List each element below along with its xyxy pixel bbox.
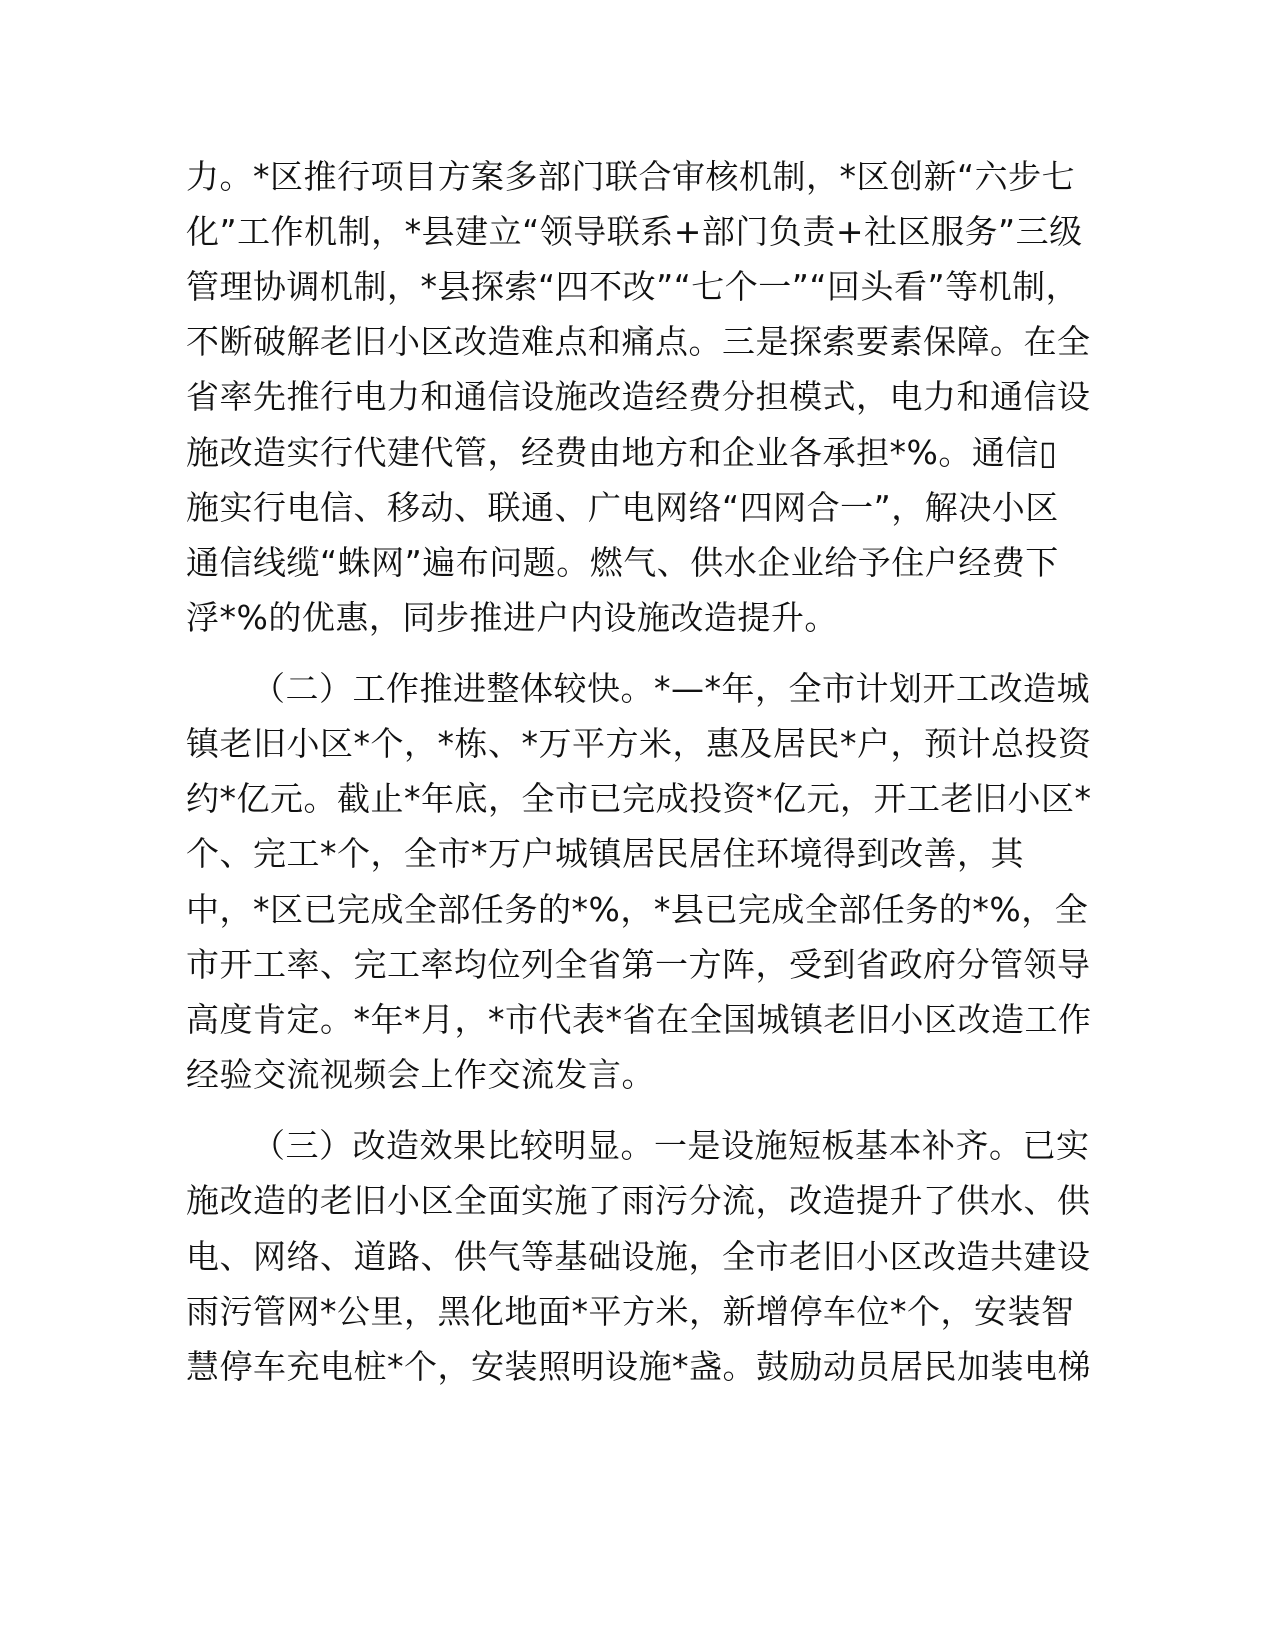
text-line: 高度肯定。*年*月，*市代表*省在全国城镇老旧小区改造工作 — [186, 1000, 1091, 1039]
text-line: 施实行电信、移动、联通、广电网络“四网合一”，解决小区 — [186, 488, 1059, 527]
text-line: 电、网络、道路、供气等基础设施，全市老旧小区改造共建设 — [186, 1237, 1091, 1276]
text-line: 施改造的老旧小区全面实施了雨污分流，改造提升了供水、供 — [186, 1181, 1091, 1220]
text-line: 浮*%的优惠，同步推进户内设施改造提升。 — [186, 598, 838, 637]
text-line: 省率先推行电力和通信设施改造经费分担模式，电力和通信设 — [186, 377, 1091, 416]
text-line: 约*亿元。截止*年底，全市已完成投资*亿元，开工老旧小区* — [186, 779, 1091, 818]
text-line: 经验交流视频会上作交流发言。 — [186, 1055, 655, 1094]
section-heading-line: （二）工作推进整体较快。*—*年，全市计划开工改造城 — [252, 669, 1090, 708]
text-line: 施改造实行代建代管，经费由地方和企业各承担*%。通信▯ — [186, 433, 1058, 472]
text-line: 雨污管网*公里，黑化地面*平方米，新增停车位*个，安装智 — [186, 1292, 1075, 1331]
text-line: 镇老旧小区*个，*栋、*万平方米，惠及居民*户，预计总投资 — [186, 724, 1091, 763]
text-line: 管理协调机制，*县探索“四不改”“七个一”“回头看”等机制， — [186, 267, 1080, 306]
text-line: 慧停车充电桩*个，安装照明设施*盏。鼓励动员居民加装电梯 — [186, 1347, 1091, 1386]
text-line: 个、完工*个，全市*万户城镇居民居住环境得到改善，其 — [186, 834, 1024, 873]
text-line: 不断破解老旧小区改造难点和痛点。三是探索要素保障。在全 — [186, 322, 1091, 361]
text-line: 通信线缆“蛛网”遍布问题。燃气、供水企业给予住户经费下 — [186, 543, 1059, 582]
text-line: 市开工率、完工率均位列全省第一方阵，受到省政府分管领导 — [186, 945, 1091, 984]
text-line: 力。*区推行项目方案多部门联合审核机制，*区创新“六步七 — [186, 157, 1076, 196]
text-line: 化”工作机制，*县建立“领导联系+部门负责+社区服务”三级 — [186, 212, 1083, 251]
text-line: 中，*区已完成全部任务的*%，*县已完成全部任务的*%，全 — [186, 890, 1089, 929]
section-heading-line: （三）改造效果比较明显。一是设施短板基本补齐。已实 — [252, 1126, 1090, 1165]
